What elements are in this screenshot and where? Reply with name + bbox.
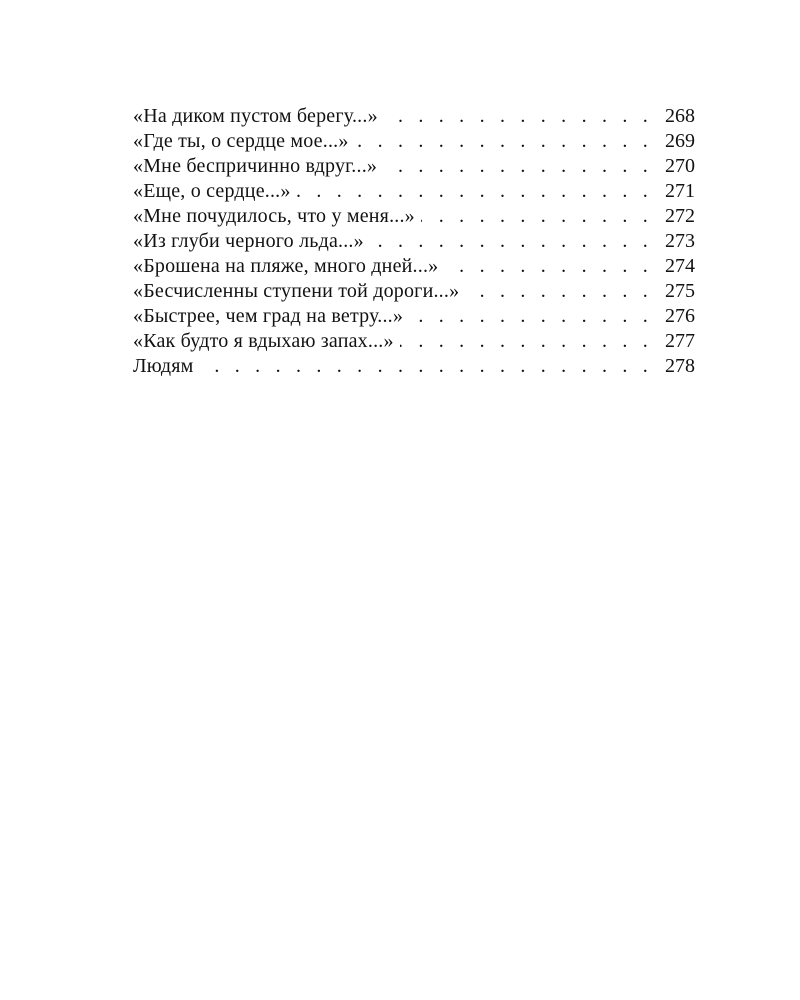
toc-page-number: 268 xyxy=(665,105,695,127)
toc-dot-leader xyxy=(355,129,653,154)
toc-entry-title: «Бесчисленны ступени той дороги...» xyxy=(133,280,460,302)
toc-entry xyxy=(133,179,695,204)
toc-entry xyxy=(133,304,695,329)
toc-entry-title: Людям xyxy=(133,355,194,377)
toc-entry-title: «Как будто я вдыхаю запах...» xyxy=(133,330,394,352)
toc-page-number: 273 xyxy=(665,230,695,252)
toc-dot-leader xyxy=(444,254,653,279)
toc-entry xyxy=(133,204,695,229)
table-of-contents xyxy=(133,104,695,379)
toc-dot-leader xyxy=(421,204,653,229)
toc-entry xyxy=(133,254,695,279)
toc-page-number: 269 xyxy=(665,130,695,152)
toc-entry-title: «Мне беспричинно вдруг...» xyxy=(133,155,378,177)
toc-page-number: 275 xyxy=(665,280,695,302)
toc-entry-title: «Брошена на пляже, много дней...» xyxy=(133,255,439,277)
toc-dot-leader xyxy=(400,329,653,354)
toc-entry-title: «На диком пустом берегу...» xyxy=(133,105,378,127)
toc-entry-title: «Быстрее, чем град на ветру...» xyxy=(133,305,404,327)
toc-page-number: 276 xyxy=(665,305,695,327)
toc-entry xyxy=(133,229,695,254)
toc-page-number: 278 xyxy=(665,355,695,377)
toc-dot-leader xyxy=(383,154,653,179)
toc-dot-leader xyxy=(200,354,653,379)
toc-entry-title: «Из глуби черного льда...» xyxy=(133,230,364,252)
toc-entry xyxy=(133,329,695,354)
toc-entry xyxy=(133,129,695,154)
toc-entry xyxy=(133,354,695,379)
toc-entry-title: «Мне почудилось, что у меня...» xyxy=(133,205,415,227)
toc-dot-leader xyxy=(465,279,653,304)
toc-entry-title: «Где ты, о сердце мое...» xyxy=(133,130,349,152)
toc-entry-title: «Еще, о сердце...» xyxy=(133,180,291,202)
toc-entry xyxy=(133,279,695,304)
toc-dot-leader xyxy=(409,304,653,329)
toc-page-number: 271 xyxy=(665,180,695,202)
toc-page-number: 272 xyxy=(665,205,695,227)
toc-dot-leader xyxy=(370,229,653,254)
toc-entry xyxy=(133,154,695,179)
toc-dot-leader xyxy=(297,179,653,204)
toc-page-number: 274 xyxy=(665,255,695,277)
toc-entry xyxy=(133,104,695,129)
toc-dot-leader xyxy=(384,104,653,129)
toc-page-number: 277 xyxy=(665,330,695,352)
toc-page-number: 270 xyxy=(665,155,695,177)
